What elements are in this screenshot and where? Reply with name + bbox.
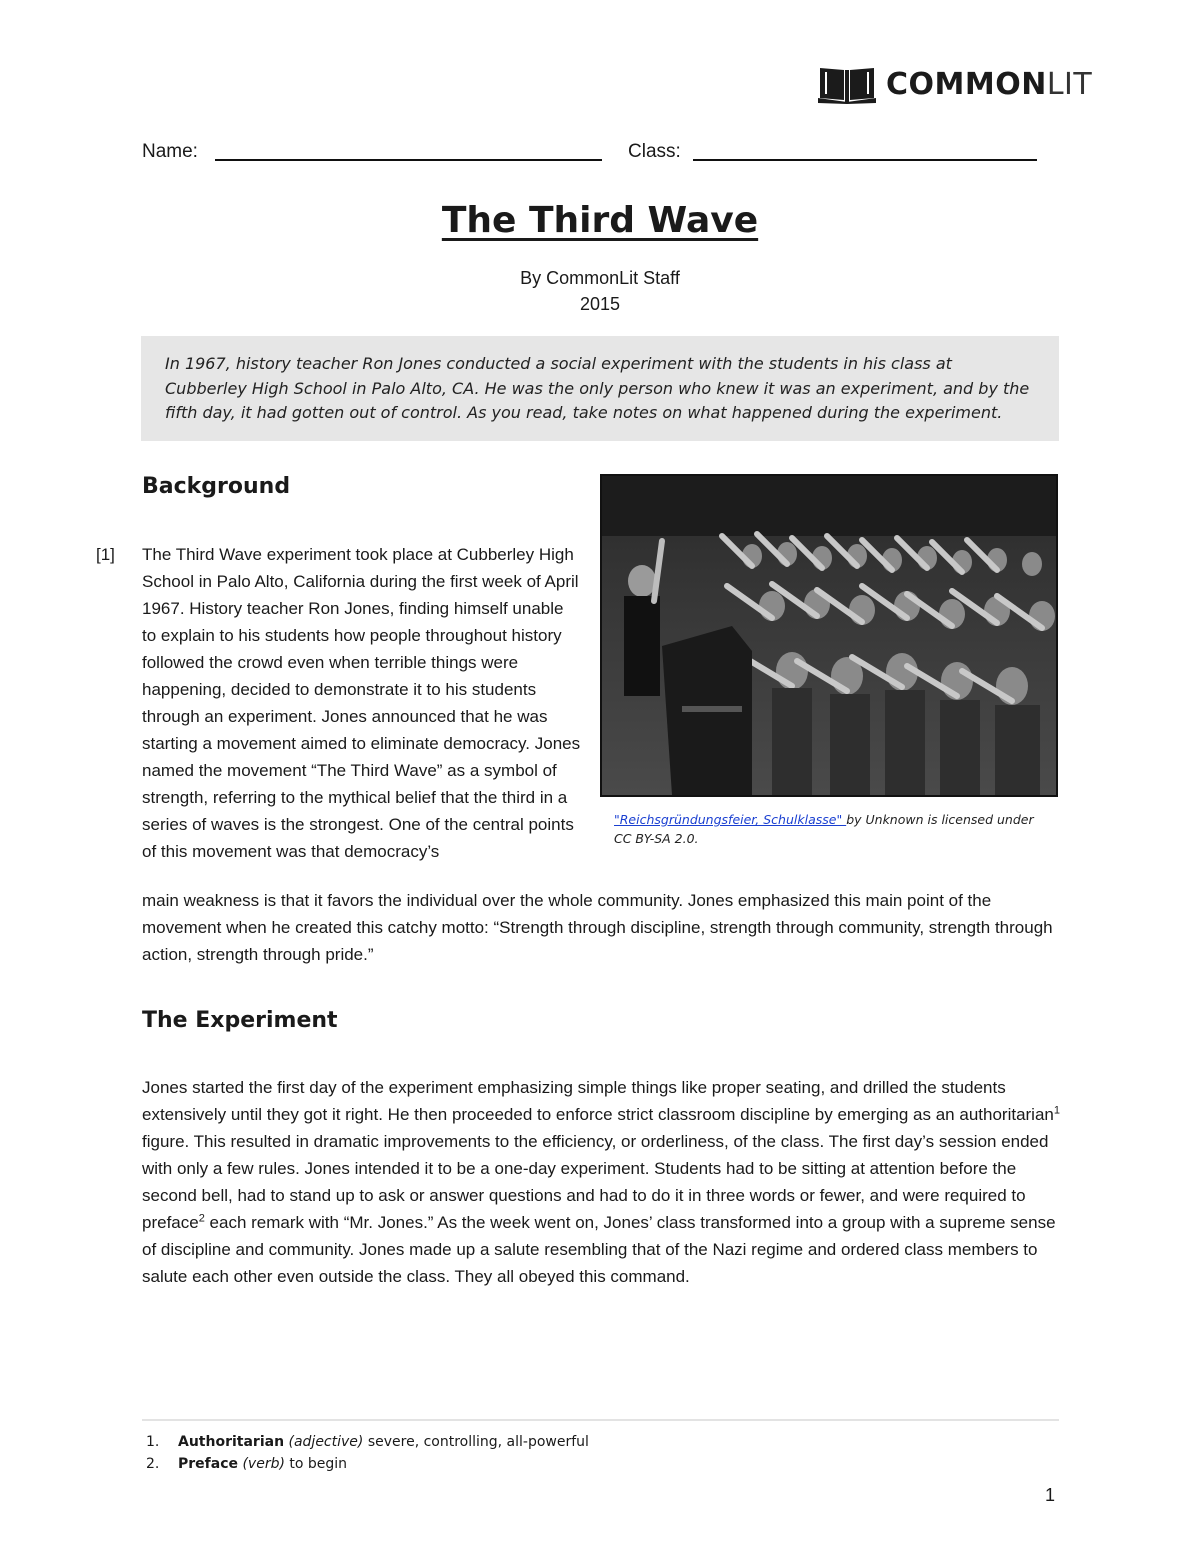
background-paragraph-full: main weakness is that it favors the individual over the whole community. Jones emphasized this main point of the movement when he created this catchy motto: “Strength through discipline, strength through community, strength through action, strength through pride.” — [142, 891, 1053, 964]
year: 2015 — [579, 294, 621, 314]
footnote-item — [142, 1431, 589, 1453]
footnote-number: 1. — [146, 1434, 160, 1450]
footnote-term: Authoritarian — [178, 1434, 285, 1450]
classroom-salute-photo — [600, 474, 1058, 797]
logo-text-common: COMMON — [886, 66, 1047, 102]
footnote-ref-1: 1 — [1053, 1104, 1060, 1117]
intro-box: In 1967, history teacher Ron Jones conducted a social experiment with the students in his class at Cubberley High School in Palo Alto, CA. He was the only person who knew it was an experiment, and by the fifth day, it had gotten out of control. As you read, take notes on what happened during the experiment. — [141, 336, 1059, 441]
footnote-ref-2: 2 — [198, 1212, 205, 1225]
class-field[interactable] — [693, 159, 1037, 161]
footnote-divider — [142, 1419, 1059, 1421]
background-heading: Background — [142, 474, 291, 499]
book-icon — [818, 64, 876, 104]
footnote-pos: (verb) — [242, 1456, 285, 1472]
experiment-heading: The Experiment — [142, 1008, 338, 1033]
footnote-term: Preface — [178, 1456, 238, 1472]
footnote-number: 2. — [146, 1456, 160, 1472]
caption-link[interactable]: "Reichsgründungsfeier, Schulklasse" — [614, 812, 847, 827]
footnote-definition: severe, controlling, all-powerful — [363, 1434, 589, 1450]
page-title: The Third Wave — [441, 200, 759, 241]
byline — [0, 265, 1200, 317]
name-label: Name: — [142, 141, 198, 162]
footnotes — [142, 1431, 589, 1475]
caption-license: by Unknown is licensed under CC BY-SA 2.0. — [614, 812, 1034, 846]
footnote-pos: (adjective) — [288, 1434, 364, 1450]
name-field[interactable] — [215, 159, 602, 161]
author: By CommonLit Staff — [520, 268, 680, 288]
commonlit-logo — [818, 64, 1092, 104]
paragraph-number: [1] — [96, 545, 115, 564]
class-label: Class: — [628, 141, 681, 162]
experiment-text-3: each remark with “Mr. Jones.” As the week went on, Jones’ class transformed into a group with a supreme sense of discipline and community. Jones made up a salute resembling that of the Nazi regime and ordered class members to salute each other even outside the class. They all obeyed this command. — [142, 1213, 1056, 1286]
footnote-item — [142, 1453, 589, 1475]
page-number: 1 — [1045, 1485, 1056, 1505]
photo-illustration — [602, 476, 1056, 795]
footnote-definition: to begin — [284, 1456, 348, 1472]
experiment-paragraph — [142, 1074, 1060, 1290]
experiment-text-2: figure. This resulted in dramatic improvements to the efficiency, or orderliness, of the class. The first day’s session ended with only a few rules. Jones intended it to be a one-day experiment. Students had to be sitting at attention before the second bell, had to stand up to ask or answer questions and had to do it in three words or fewer, and were required to preface — [142, 1132, 1049, 1232]
logo-text-lit: LIT — [1046, 66, 1093, 102]
background-paragraph-wrapped: The Third Wave experiment took place at Cubberley High School in Palo Alto, California during the first week of April 1967. History teacher Ron Jones, finding himself unable to explain to his students how people throughout history followed the crowd even when terrible things were happening, decided to demonstrate it to his students through an experiment. Jones announced that he was starting a movement aimed to eliminate democracy. Jones named the movement “The Third Wave” as a symbol of strength, referring to the mythical belief that the third in a series of waves is the strongest. One of the central points of this movement was that democracy’s — [142, 545, 581, 861]
experiment-text-1: Jones started the first day of the experiment emphasizing simple things like proper seating, and drilled the students extensively until they got it right. He then proceeded to enforce strict classroom discipline by emerging as an authoritarian — [142, 1078, 1054, 1124]
photo-caption — [614, 810, 1054, 848]
